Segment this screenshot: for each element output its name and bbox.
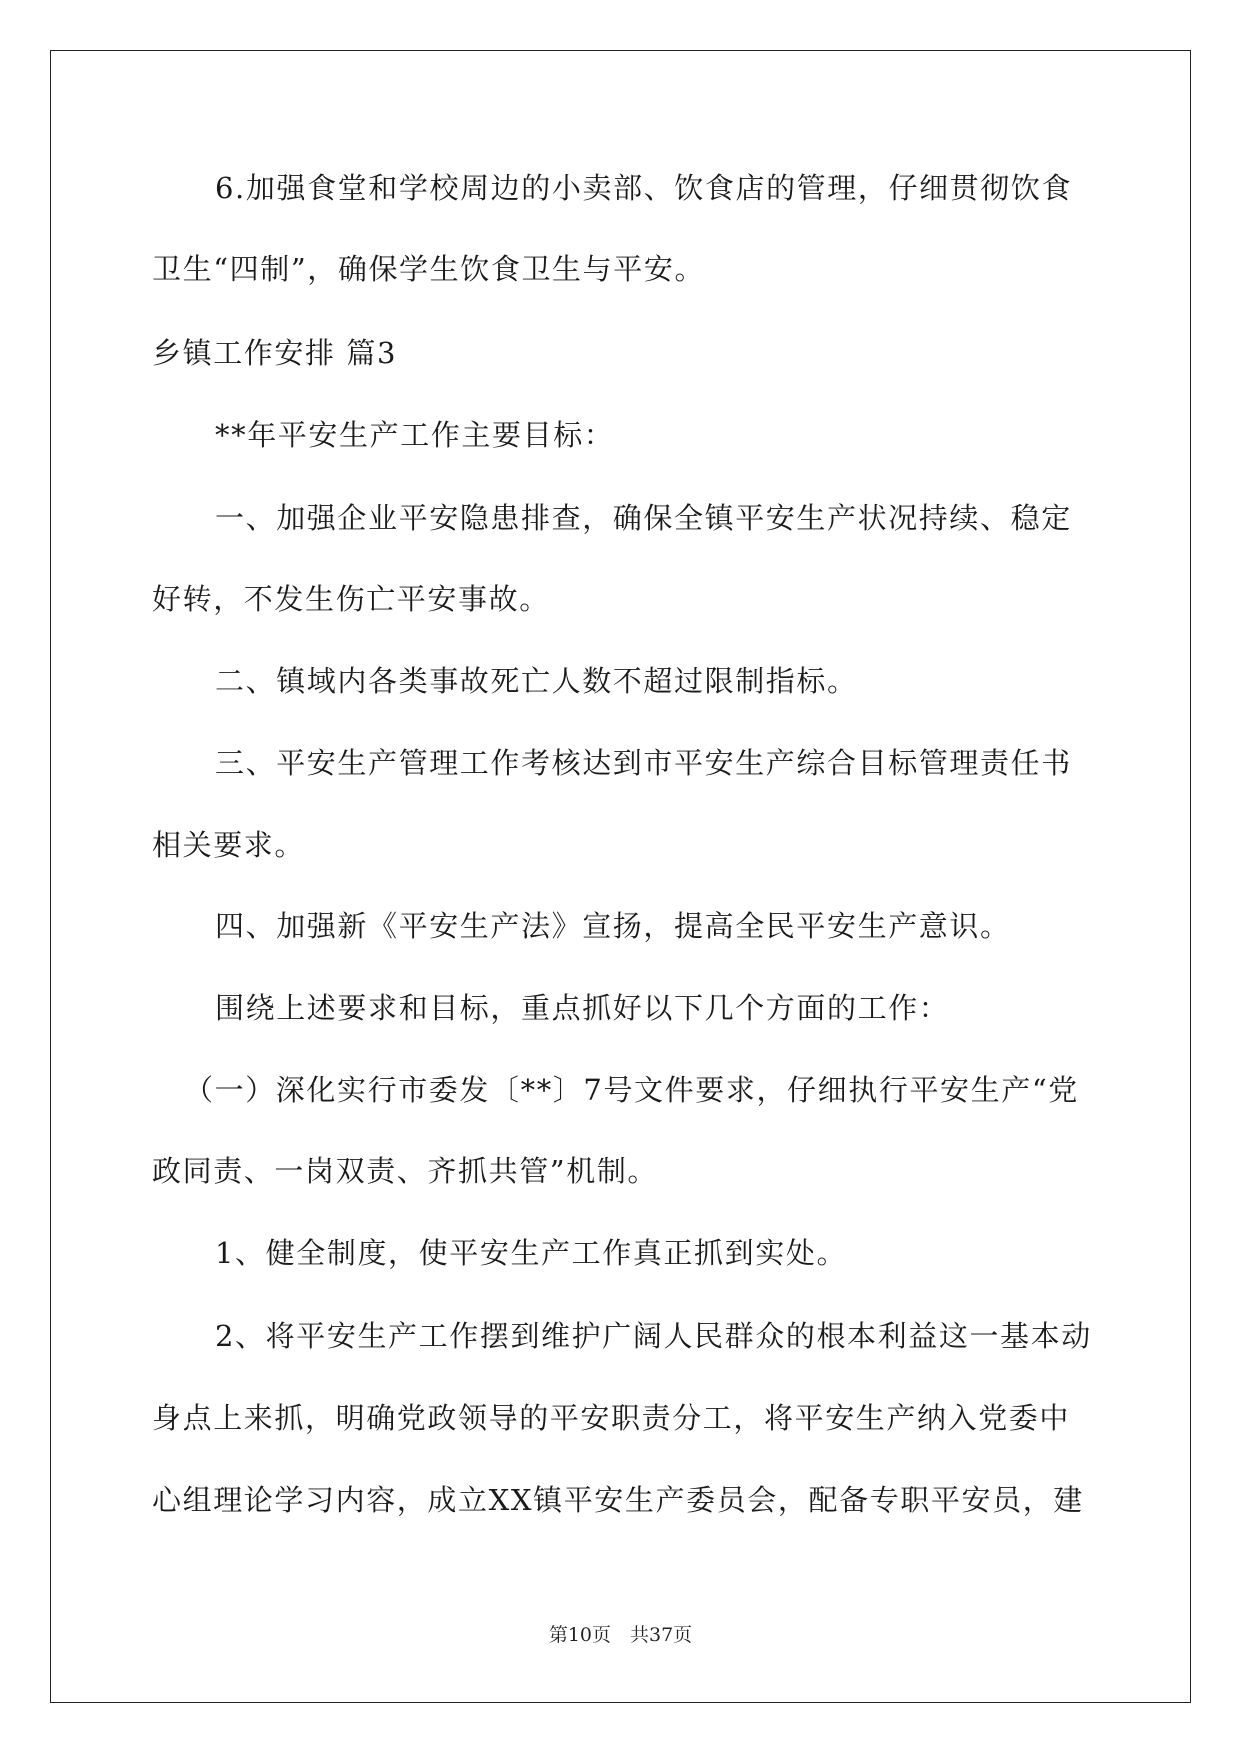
paragraph-line: 四、加强新《平安生产法》宣扬，提高全民平安生产意识。: [215, 909, 1011, 943]
paragraph-line: （一）深化实行市委发〔**〕7号文件要求，仔细执行平安生产“党: [184, 1073, 1079, 1107]
paragraph-line: 三、平安生产管理工作考核达到市平安生产综合目标管理责任书: [215, 746, 1072, 780]
paragraph-line: 好转，不发生伤亡平安事故。: [152, 582, 550, 616]
paragraph-line: 二、镇域内各类事故死亡人数不超过限制指标。: [215, 664, 858, 698]
paragraph-line: 相关要求。: [152, 828, 306, 862]
paragraph-line: 一、加强企业平安隐患排查，确保全镇平安生产状况持续、稳定: [215, 501, 1072, 535]
paragraph-line: 身点上来抓，明确党政领导的平安职责分工，将平安生产纳入党委中: [152, 1401, 1071, 1435]
section-heading: 乡镇工作安排 篇3: [152, 336, 398, 370]
page-border: [50, 50, 1191, 1703]
paragraph-line: 围绕上述要求和目标，重点抓好以下几个方面的工作：: [215, 991, 950, 1025]
paragraph-line: 1、健全制度，使平安生产工作真正抓到实处。: [215, 1236, 848, 1270]
paragraph-line: 6.加强食堂和学校周边的小卖部、饮食店的管理，仔细贯彻饮食: [215, 171, 1073, 205]
page-number-footer: 第10页 共37页: [548, 1624, 693, 1646]
paragraph-line: 心组理论学习内容，成立XX镇平安生产委员会，配备专职平安员，建: [152, 1483, 1084, 1517]
paragraph-line: 2、将平安生产工作摆到维护广阔人民群众的根本利益这一基本动: [215, 1319, 1092, 1353]
paragraph-line: 卫生“四制”，确保学生饮食卫生与平安。: [152, 252, 706, 286]
paragraph-line: 政同责、一岗双责、齐抓共管”机制。: [152, 1154, 659, 1188]
paragraph-line: **年平安生产工作主要目标：: [215, 418, 615, 452]
